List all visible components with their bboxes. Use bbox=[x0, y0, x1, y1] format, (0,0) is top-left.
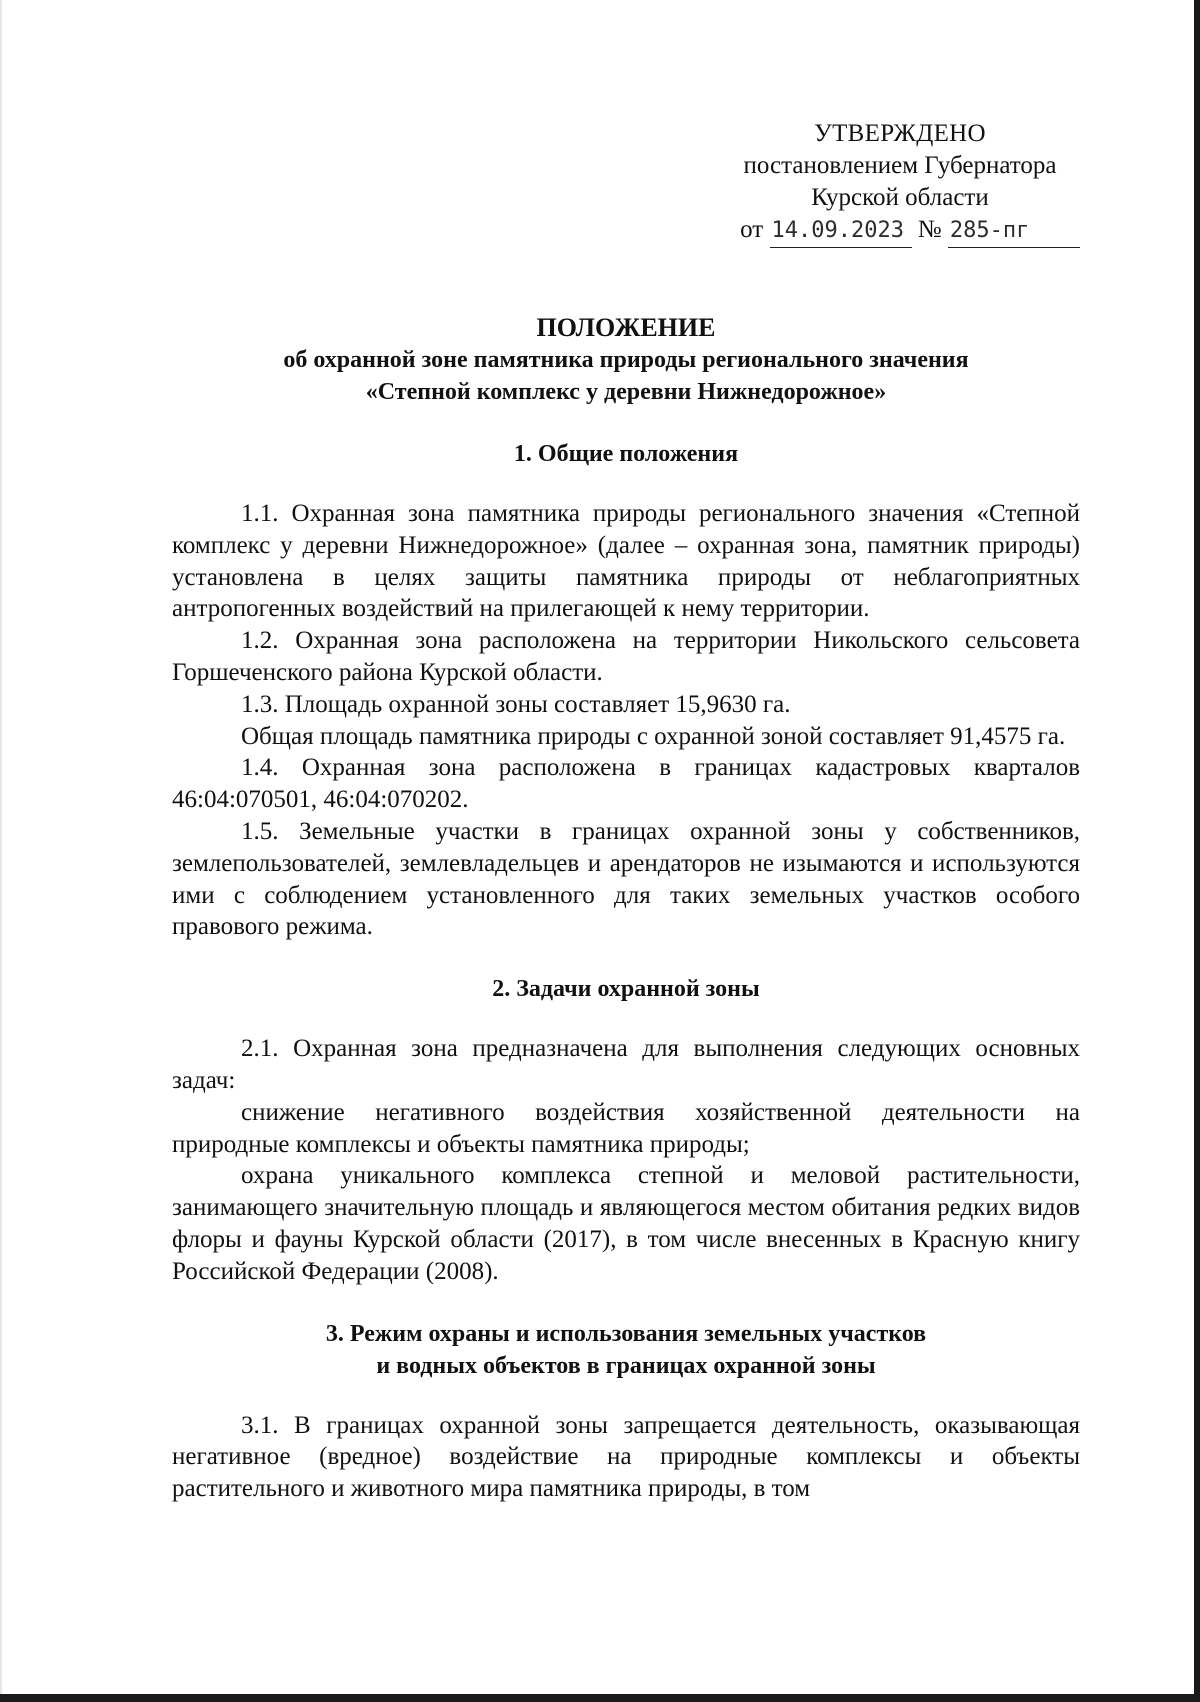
paragraph-1-4: 1.4. Охранная зона расположена в границах кадастровых кварталов 46:04:070501, 46:04:070202. bbox=[172, 754, 1080, 814]
approval-stamp-block bbox=[700, 118, 1100, 248]
approval-number: 285-пг bbox=[948, 215, 1080, 248]
section-2-heading: 2. Задачи охранной зоны bbox=[492, 976, 760, 1003]
page-left-edge bbox=[0, 0, 2, 1702]
date-prefix: от bbox=[740, 216, 764, 243]
paragraph-1-1: 1.1. Охранная зона памятника природы регионального значения «Степной комплекс у деревни Нижнедорожное» (далее – охранная зона, памятник природы) установлена в целях защиты памятника природы от неблагоприятных антропогенных воздействий на прилегающей к нему территории. bbox=[172, 500, 1080, 623]
section-1-heading: 1. Общие положения bbox=[513, 441, 739, 467]
approval-heading: УТВЕРЖДЕНО bbox=[814, 120, 986, 147]
approval-date-line bbox=[710, 214, 1110, 248]
number-prefix: № bbox=[917, 216, 942, 243]
approval-line-1: постановлением Губернатора bbox=[743, 152, 1057, 179]
document-title: ПОЛОЖЕНИЕ bbox=[536, 313, 716, 342]
document-subtitle-line-1: об охранной зоне памятника природы регионального значения bbox=[283, 347, 969, 373]
section-3-heading-line-1: 3. Режим охраны и использования земельных участков bbox=[325, 1320, 927, 1347]
section-3-heading-line-2: и водных объектов в границах охранной зоны bbox=[376, 1352, 876, 1379]
paragraph-3-1: 3.1. В границах охранной зоны запрещается деятельность, оказывающая негативное (вредное) воздействие на природные комплексы и объекты растительного и животного мира памятника природы, в том bbox=[172, 1411, 1080, 1503]
page-bottom-edge bbox=[0, 1694, 1200, 1702]
paragraph-1-3: 1.3. Площадь охранной зоны составляет 15,9630 га. bbox=[241, 690, 791, 718]
page-right-edge bbox=[1194, 0, 1200, 1702]
document-subtitle-line-2: «Степной комплекс у деревни Нижнедорожное» bbox=[365, 379, 887, 405]
paragraph-1-2: 1.2. Охранная зона расположена на территории Никольского сельсовета Горшеченского района Курской области. bbox=[172, 627, 1080, 686]
paragraph-1-3-total: Общая площадь памятника природы с охранной зоной составляет 91,4575 га. bbox=[241, 722, 1066, 750]
approval-line-2: Курской области bbox=[811, 184, 989, 211]
paragraph-2-1: 2.1. Охранная зона предназначена для выполнения следующих основных задач: bbox=[172, 1035, 1080, 1094]
paragraph-2-1-b: охрана уникального комплекса степной и меловой растительности, занимающего значительную площадь и являющегося местом обитания редких видов флоры и фауны Курской области (2017), в том числе внесенных в Красную книгу Российской Федерации (2008). bbox=[172, 1162, 1080, 1285]
approval-date: 14.09.2023 bbox=[770, 215, 912, 248]
document-body bbox=[172, 312, 1080, 1505]
paragraph-2-1-a: снижение негативного воздействия хозяйственной деятельности на природные комплексы и объекты памятника природы; bbox=[172, 1098, 1080, 1158]
paragraph-1-5: 1.5. Земельные участки в границах охранной зоны у собственников, землепользователей, землевладельцев и арендаторов не изымаются и используются ими с соблюдением установленного для таких земельных участков особого правового режима. bbox=[172, 817, 1080, 941]
